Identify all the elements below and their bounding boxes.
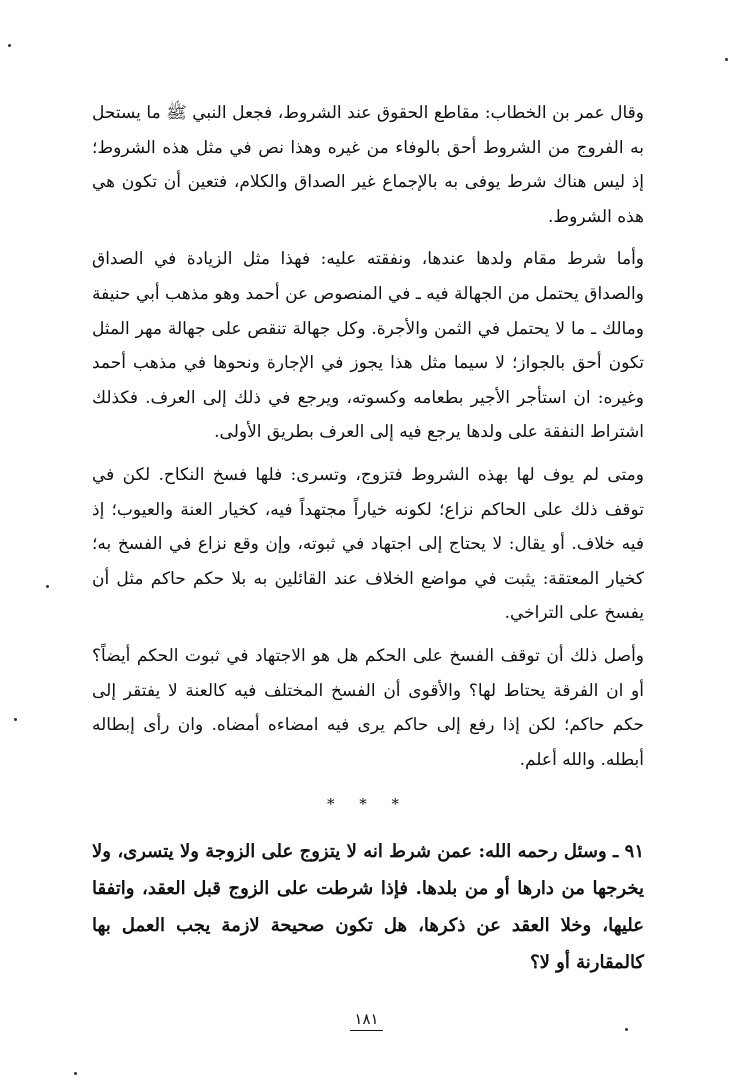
page-number-text: ١٨١ [350, 1010, 382, 1031]
scan-speck [625, 1028, 628, 1031]
paragraph-2: وأما شرط مقام ولدها عندها، ونفقته عليه: فهذا مثل الزيادة في الصداق والصداق يحتمل من الجهالة فيه ـ في المنصوص عن أحمد وهو مذهب أبي حنيفة ومالك ـ ما لا يحتمل في الثمن والأجرة. وكل جهالة تنقص على جهالة مهر المثل تكون أحق بالجواز؛ لا سيما مثل هذا يجوز في الإجارة ونحوها في مذهب أحمد وغيره: ان استأجر الأجير بطعامه وكسوته، ويرجع في ذلك إلى العرف. فكذلك اشتراط النفقة على ولدها يرجع فيه إلى العرف بطريق الأولى. [92, 249, 644, 443]
scan-speck [8, 44, 11, 47]
page-body [92, 96, 644, 981]
paragraph-1: وقال عمر بن الخطاب: مقاطع الحقوق عند الشروط، فجعل النبي ﷺ ما يستحل به الفروج من الشروط أحق بالوفاء من غيره وهذا نص في مثل هذه الشروط؛ إذ ليس هناك شرط يوفى به بالإجماع غير الصداق والكلام، فتعين أن تكون هي هذه الشروط. [92, 103, 644, 227]
paragraph-4: وأصل ذلك أن توقف الفسخ على الحكم هل هو الاجتهاد في ثبوت الحكم أيضاً؟ أو ان الفرقة يحتاط لها؟ والأقوى أن الفسخ المختلف فيه كالعنة لا يفتقر إلى حكم حاكم؛ لكن إذا رفع إلى حاكم يرى فيه امضاءه أمضاه. وان رأى إبطاله أبطله. والله أعلم. [92, 645, 644, 770]
scan-speck [46, 585, 49, 588]
paragraph-3: ومتى لم يوف لها بهذه الشروط فتزوج، وتسرى: فلها فسخ النكاح. لكن في توقف ذلك على الحاكم نزاع؛ لكونه خياراً مجتهداً فيه، كخيار العنة والعيوب؛ إذ فيه خلاف. أو يقال: لا يحتاج إلى اجتهاد في ثبوته، وإن وقع نزاع في الفسخ به؛ كخيار المعتقة: يثبت في مواضع الخلاف عند القائلين به بلا حكم حاكم مثل أن يفسخ على التراخي. [92, 464, 644, 624]
scan-speck [74, 1072, 77, 1075]
page-number [0, 1010, 733, 1031]
scan-speck [725, 58, 728, 61]
scan-speck [14, 718, 17, 721]
question-paragraph: ٩١ ـ وسئل رحمه الله: عمن شرط انه لا يتزوج على الزوجة ولا يتسرى، ولا يخرجها من دارها أو من بلدها. فإذا شرطت على الزوج قبل العقد، واتفقا عليها، وخلا العقد عن ذكرها، هل تكون صحيحة لازمة يجب العمل بها كالمقارنة أو لا؟ [92, 841, 644, 974]
section-separator: * * * [326, 795, 410, 814]
